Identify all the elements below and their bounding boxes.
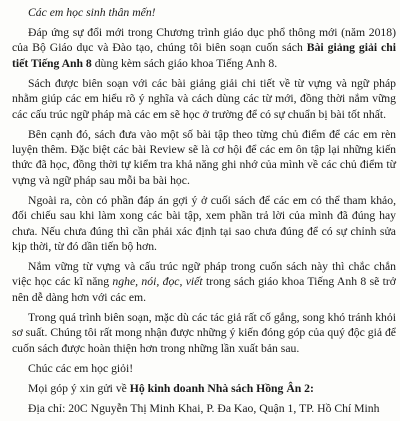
closing-wish: Chúc các em học giỏi! [28, 361, 134, 375]
company-name: Hộ kinh doanh Nhà sách Hồng Ân 2: [129, 381, 314, 395]
salutation: Các em học sinh thân mến! [28, 6, 156, 19]
preface-text [12, 5, 396, 421]
paragraph-answers: Ngoài ra, còn có phần đáp án gợi ý ở cuối sách để các em có thể tham khảo, đối chiếu sau khi làm xong các bài tập, xem phần trả lời của mình đã đúng hay chưa. Nếu chưa đúng thì cần phải xác định tại sao chưa đúng để có sự chỉnh sửa kịp thời, từ đó dần tiến bộ hơn. [12, 193, 396, 254]
contact-text: Mọi góp ý xin gửi về [28, 381, 130, 395]
heading-fragment [128, 0, 288, 4]
address-line: Địa chỉ: 20C Nguyễn Thị Minh Khai, P. Đa Kao, Quận 1, TP. Hồ Chí Minh [28, 401, 380, 415]
contact-line [12, 381, 396, 396]
skills-text: Nắm vững từ vựng và cấu trúc ngữ pháp trong cuốn sách này thì chắc chắn việc học các kĩ năng [12, 260, 396, 289]
paragraph-intro [12, 25, 396, 71]
paragraph-purpose: Sách được biên soạn với các bài giảng giải chi tiết về từ vựng và ngữ pháp nhằm giúp các em hiểu rõ ý nghĩa và cách dùng các từ mới, đồng thời nắm vững các cấu trúc ngữ pháp mà các em sẽ học ở trường để có sự chuẩn bị bài tốt nhất. [12, 76, 396, 121]
intro-text-end: dùng kèm sách giáo khoa Tiếng Anh 8. [91, 56, 278, 70]
paragraph-skills [12, 259, 396, 305]
book-title: Bài giảng giải chi tiết Tiếng Anh 8 [12, 41, 396, 70]
intro-text: Đáp ứng sự đổi mới trong Chương trình giáo dục phổ thông mới (năm 2018) của Bộ Giáo dục và Đào tạo, chúng tôi biên soạn cuốn sách [12, 26, 396, 55]
skills-text-end: trong sách giáo khoa Tiếng Anh 8 sẽ trở nên dễ dàng hơn với các em. [12, 275, 396, 304]
paragraph-exercises: Bên cạnh đó, sách đưa vào một số bài tập theo từng chủ điểm để các em rèn luyện thêm. Đặc biệt các bài Review sẽ là cơ hội để các em ôn tập lại những kiến thức đã học, đồng thời tự kiểm tra khả năng ghi nhớ của mình về các chủ điểm từ vựng và ngữ pháp sau mỗi ba bài học. [12, 127, 396, 187]
skills-list: nghe, nói, đọc, viết [112, 275, 203, 289]
paragraph-feedback: Trong quá trình biên soạn, mặc dù các tác giả rất cố gắng, song khó tránh khỏi sơ suất. Chúng tôi rất mong nhận được những ý kiến đóng góp của quý độc giả để cuốn sách được hoàn thiện hơn trong những lần xuất bản sau. [12, 310, 396, 355]
